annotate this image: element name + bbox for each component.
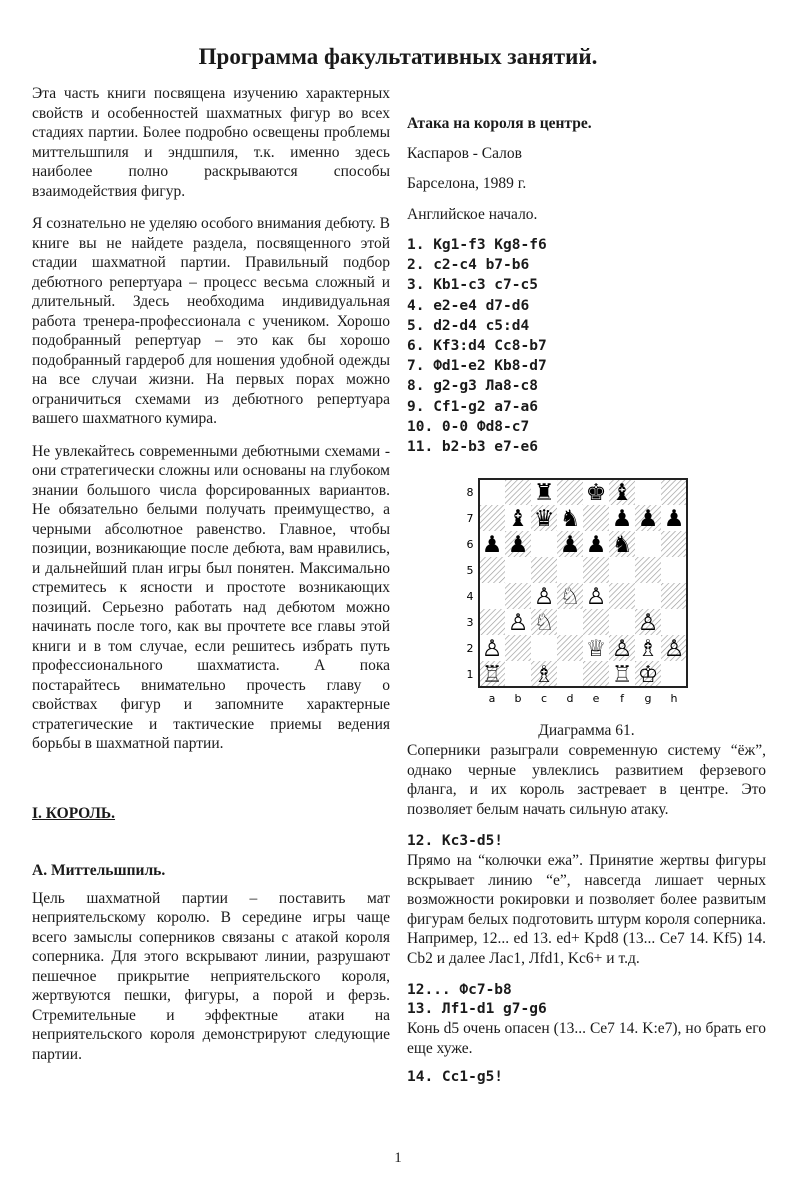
- move-14: 14. Cc1-g5!: [407, 1069, 504, 1086]
- chess-piece-icon: ♙: [663, 636, 685, 663]
- rank-label: 6: [466, 538, 474, 552]
- board-square: [557, 635, 583, 661]
- chess-piece-icon: ♟: [507, 532, 529, 559]
- board-square: [635, 557, 661, 583]
- board-square: [661, 557, 687, 583]
- left-column: [32, 84, 390, 1077]
- move-line: 5. d2-d4 c5:d4: [407, 317, 530, 334]
- chess-piece-icon: ♙: [533, 584, 555, 611]
- opening-advice-paragraph: Я сознательно не уделяю особого внимания дебюту. В книге вы не найдете раздела, посвященного этой стадии шахматной партии. Правильный подбор дебютного репертуара – процесс весьма сложный и длительный. Здесь необходима индивидуальная работа тренера-профессионала с учеником. Хорошо подобранный репертуар – это как бы хорошо подобранный гардероб для ношения удобной одежды на все случаи жизни. На первых порах можно ограничиться схемами из дебютного репертуара вашего шахматного кумира.: [32, 215, 390, 427]
- rank-label: 1: [466, 668, 474, 682]
- file-label: b: [514, 692, 522, 706]
- chess-piece-icon: ♘: [533, 610, 555, 637]
- chess-piece-icon: ♗: [533, 662, 555, 689]
- file-label: d: [566, 692, 574, 706]
- file-label: f: [620, 692, 624, 706]
- board-square: [479, 609, 505, 635]
- move-13: 13. Лf1-d1 g7-g6: [407, 1001, 547, 1018]
- chess-piece-icon: ♜: [533, 480, 555, 507]
- board-square: [635, 583, 661, 609]
- chess-piece-icon: ♕: [585, 636, 607, 663]
- board-square: [661, 479, 687, 505]
- chess-piece-icon: ♛: [533, 506, 555, 533]
- move-line: 11. b2-b3 e7-e6: [407, 439, 538, 456]
- board-square: [661, 531, 687, 557]
- chess-piece-icon: ♝: [611, 480, 633, 507]
- move-12: 12. Kc3-d5!: [407, 833, 504, 850]
- move-12-reply: 12... Фc7-b8: [407, 982, 512, 999]
- board-square: [557, 609, 583, 635]
- schemes-advice-paragraph: Не увлекайтесь современными дебютными схемами - они стратегически сложны или основаны на глубоком знании большого числа форсированных вариантов. Не обязательно белыми получать преимущество, а черными абсолютное равенство. Главное, чтобы позиции, возникающие после дебюта, вам нравились, и дальнейший план игры был понятен. Максимально стремитесь к ясности и простоте возникающих позиций. Серьезно работать над дебютом можно начинать после того, как вы прочтете все главы этой книги и в том случае, если решитесь избрать путь профессионального шахматиста. А пока постарайтесь внимательно прочесть главу о свойствах фигур и запомните характерные стратегические и тактические приемы ведения борьбы в шахматной партии.: [32, 442, 390, 752]
- board-square: [661, 661, 687, 687]
- board-square: [661, 609, 687, 635]
- chess-piece-icon: ♗: [637, 636, 659, 663]
- page-title: Программа факультативных занятий.: [198, 44, 598, 69]
- move-line: 3. Kb1-c3 c7-c5: [407, 277, 538, 294]
- rank-label: 7: [466, 512, 474, 526]
- file-label: h: [670, 692, 678, 706]
- comment-paragraph-2: Прямо на “колючки ежа”. Принятие жертвы фигуры вскрывает линию “е”, навсегда лишает черных возможности рокировки и позволяет более развитым фигурам белых подготовить штурм короля соперника. Например, 12... ed 13. ed+ Kpd8 (13... Ce7 14. Kf5) 14. Cb2 и далее Лac1, Лfd1, Kc6+ и т.д.: [407, 852, 766, 967]
- move-line: 4. e2-e4 d7-d6: [407, 297, 530, 314]
- file-label: e: [592, 692, 600, 706]
- move-line: 8. g2-g3 Лa8-c8: [407, 378, 538, 395]
- comment-paragraph-1: Соперники разыграли современную систему “ёж”, однако черные увлеклись развитием ферзевого фланга, и их король застревает в центре. Это позволяет белым начать сильную атаку.: [407, 742, 766, 818]
- board-square: [531, 531, 557, 557]
- board-square: [531, 557, 557, 583]
- chess-piece-icon: ♟: [637, 506, 659, 533]
- game-event: Барселона, 1989 г.: [407, 175, 527, 192]
- intro-paragraph: Эта часть книги посвящена изучению характерных свойств и особенностей шахматных фигур во всех стадиях партии. Более подробно освещены проблемы миттельшпиля и эндшпиля, т.к. именно здесь наиболее полно раскрываются способы взаимодействия фигур.: [32, 85, 390, 200]
- page-number: 1: [394, 1150, 402, 1166]
- board-square: [635, 531, 661, 557]
- board-square: [479, 583, 505, 609]
- board-square: [505, 661, 531, 687]
- board-square: [609, 557, 635, 583]
- chess-diagram: [407, 471, 766, 741]
- board-square: [557, 557, 583, 583]
- move-list: [407, 235, 766, 457]
- board-square: [583, 609, 609, 635]
- board-square: [557, 479, 583, 505]
- file-label: g: [644, 692, 652, 706]
- rank-label: 3: [466, 616, 474, 630]
- chess-piece-icon: ♟: [481, 532, 503, 559]
- middlegame-paragraph: Цель шахматной партии – поставить мат неприятельскому королю. В середине игры чаще всего замыслы соперников связаны с атакой короля соперника. Для этого вскрывают линии, разрушают пешечное прикрытие неприятельского короля, жертвуются пешки, фигуры, а порой и ферзь. Стремительные и эффектные атаки на неприятельского короля демонстрируют следующие партии.: [32, 889, 390, 1063]
- board-square: [531, 635, 557, 661]
- chess-piece-icon: ♞: [559, 506, 581, 533]
- chess-piece-icon: ♟: [585, 532, 607, 559]
- rank-label: 4: [466, 590, 474, 604]
- chess-piece-icon: ♖: [481, 662, 503, 689]
- rank-label: 8: [466, 486, 474, 500]
- game-players: Каспаров - Салов: [407, 144, 522, 162]
- chess-piece-icon: ♙: [585, 584, 607, 611]
- move-line: 1. Kg1-f3 Kg8-f6: [407, 237, 547, 253]
- board-square: [479, 557, 505, 583]
- chess-piece-icon: ♙: [611, 636, 633, 663]
- board-square: [557, 661, 583, 687]
- chess-piece-icon: ♔: [637, 662, 659, 689]
- chess-piece-icon: ♟: [559, 532, 581, 559]
- board-square: [505, 479, 531, 505]
- chess-board: [407, 471, 766, 721]
- move-line: 10. 0-0 Фd8-c7: [407, 418, 530, 435]
- board-square: [479, 505, 505, 531]
- section-title: I. КОРОЛЬ.: [32, 804, 116, 822]
- chess-piece-icon: ♝: [507, 506, 529, 533]
- rank-label: 2: [466, 642, 474, 656]
- right-column: [407, 84, 766, 1087]
- board-square: [505, 583, 531, 609]
- chess-piece-icon: ♘: [559, 584, 581, 611]
- chess-piece-icon: ♙: [507, 610, 529, 637]
- board-square: [609, 609, 635, 635]
- chess-piece-icon: ♖: [611, 662, 633, 689]
- move-line: 9. Cf1-g2 a7-a6: [407, 398, 538, 415]
- chess-piece-icon: ♙: [637, 610, 659, 637]
- board-square: [583, 505, 609, 531]
- comment-paragraph-3: Конь d5 очень опасен (13... Ce7 14. K:e7), но брать его еще хуже.: [407, 1020, 766, 1057]
- board-square: [583, 557, 609, 583]
- board-square: [661, 583, 687, 609]
- game-heading: Атака на короля в центре.: [407, 115, 592, 132]
- board-square: [505, 635, 531, 661]
- board-square: [609, 583, 635, 609]
- file-label: c: [540, 692, 548, 706]
- move-line: 6. Kf3:d4 Cc8-b7: [407, 338, 547, 355]
- chess-piece-icon: ♞: [611, 532, 633, 559]
- diagram-caption: Диаграмма 61.: [538, 722, 635, 740]
- board-square: [479, 479, 505, 505]
- board-square: [635, 479, 661, 505]
- chess-piece-icon: ♟: [663, 506, 685, 533]
- move-line: 7. Фd1-e2 Kb8-d7: [407, 358, 547, 375]
- chess-piece-icon: ♙: [481, 636, 503, 663]
- chess-piece-icon: ♟: [611, 506, 633, 533]
- file-label: a: [488, 692, 496, 706]
- rank-label: 5: [466, 564, 474, 578]
- board-square: [583, 661, 609, 687]
- subsection-title: А. Миттельшпиль.: [32, 862, 166, 879]
- move-line: 2. c2-c4 b7-b6: [407, 257, 530, 274]
- chess-piece-icon: ♚: [585, 480, 607, 507]
- game-opening: Английское начало.: [407, 205, 538, 223]
- board-square: [505, 557, 531, 583]
